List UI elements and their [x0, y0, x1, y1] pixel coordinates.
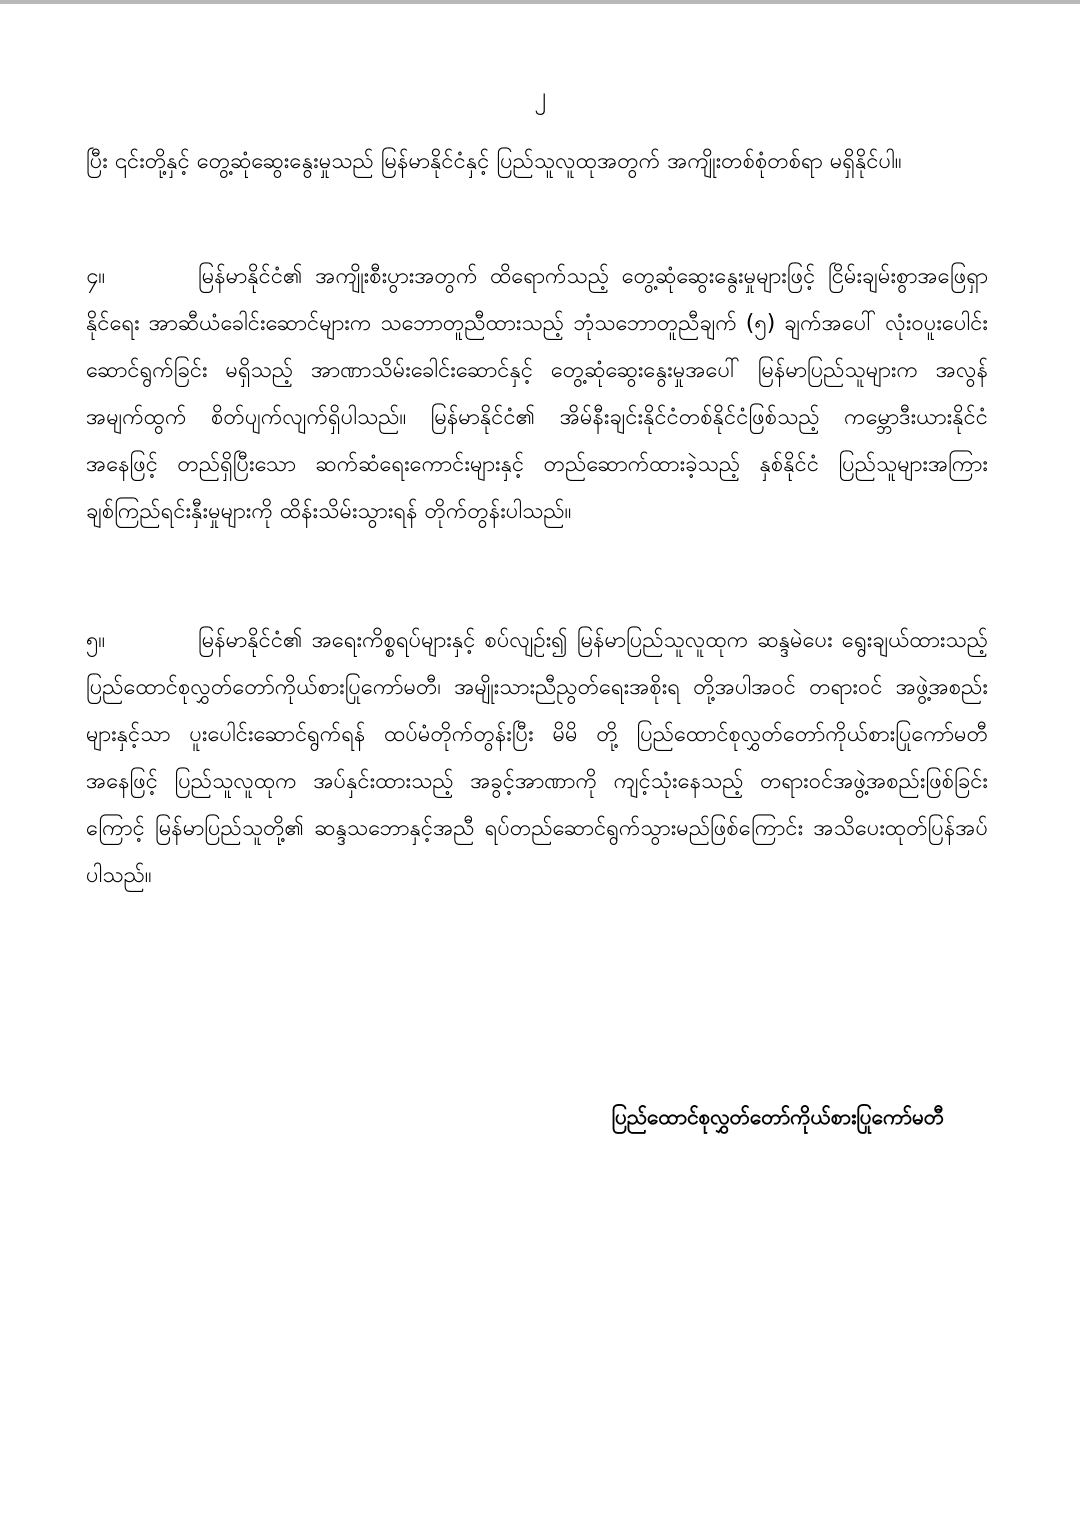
paragraph-number: ၅။ [86, 628, 106, 653]
continuation-paragraph [86, 138, 988, 185]
signature-block: ပြည်ထောင်စုလွှတ်တော်ကိုယ်စားပြုကော်မတီ [611, 1105, 944, 1129]
paragraph-text: မြန်မာနိုင်ငံ၏ အရေးကိစ္စရပ်များနှင့် စပ်လျဉ်း၍ မြန်မာပြည်သူလူထုက ဆန္ဒမဲပေး ရွေးချယ်ထားသည့် ပြည်ထောင်စုလွှတ်တော်ကိုယ်စားပြုကော်မတီ၊ အမျိုးသားညီညွတ်ရေးအစိုးရ တို့အပါအဝင် တရားဝင် အဖွဲ့အစည်းများနှင့်သာ ပူးပေါင်းဆောင်ရွက်ရန် ထပ်မံတိုက်တွန်းပြီး မိမိ တို့ ပြည်ထောင်စုလွှတ်တော်ကိုယ်စားပြုကော်မတီအနေဖြင့် ပြည်သူလူထုက အပ်နှင်းထားသည့် အခွင့်အာဏာကို ကျင့်သုံးနေသည့် တရားဝင်အဖွဲ့အစည်းဖြစ်ခြင်းကြောင့် မြန်မာပြည်သူတို့၏ ဆန္ဒသဘောနှင့်အညီ ရပ်တည်ဆောင်ရွက်သွားမည်ဖြစ်ကြောင်း အသိပေးထုတ်ပြန်အပ်ပါသည်။ [86, 628, 988, 888]
page-number: ၂ [534, 82, 546, 110]
top-divider [0, 0, 1080, 4]
paragraph-5 [86, 617, 988, 899]
continuation-text: ပြီး ၎င်းတို့နှင့် တွေ့ဆုံဆွေးနွေးမှုသည် မြန်မာနိုင်ငံနှင့် ပြည်သူလူထုအတွက် အကျိုးတစ်စုံတစ်ရာ မရှိနိုင်ပါ။ [86, 149, 902, 174]
paragraph-4 [86, 253, 988, 535]
paragraph-text: မြန်မာနိုင်ငံ၏ အကျိုးစီးပွားအတွက် ထိရောက်သည့် တွေ့ဆုံဆွေးနွေးမှုများဖြင့် ငြိမ်းချမ်းစွာအဖြေရှာနိုင်ရေး အာဆီယံခေါင်းဆောင်များက သဘောတူညီထားသည့် ဘုံသဘောတူညီချက် (၅) ချက်အပေါ် လုံးဝပူးပေါင်းဆောင်ရွက်ခြင်း မရှိသည့် အာဏာသိမ်းခေါင်းဆောင်နှင့် တွေ့ဆုံဆွေးနွေးမှုအပေါ် မြန်မာပြည်သူများက အလွန်အမျက်ထွက် စိတ်ပျက်လျက်ရှိပါသည်။ မြန်မာနိုင်ငံ၏ အိမ်နီးချင်းနိုင်ငံတစ်နိုင်ငံဖြစ်သည့် ကမ္ဘောဒီးယားနိုင်ငံအနေဖြင့် တည်ရှိပြီးသော ဆက်ဆံရေးကောင်းများနှင့် တည်ဆောက်ထားခဲ့သည့် နှစ်နိုင်ငံ ပြည်သူများအကြား ချစ်ကြည်ရင်းနှီးမှုများကို ထိန်းသိမ်းသွားရန် တိုက်တွန်းပါသည်။ [86, 264, 988, 524]
paragraph-number: ၄။ [86, 264, 106, 289]
